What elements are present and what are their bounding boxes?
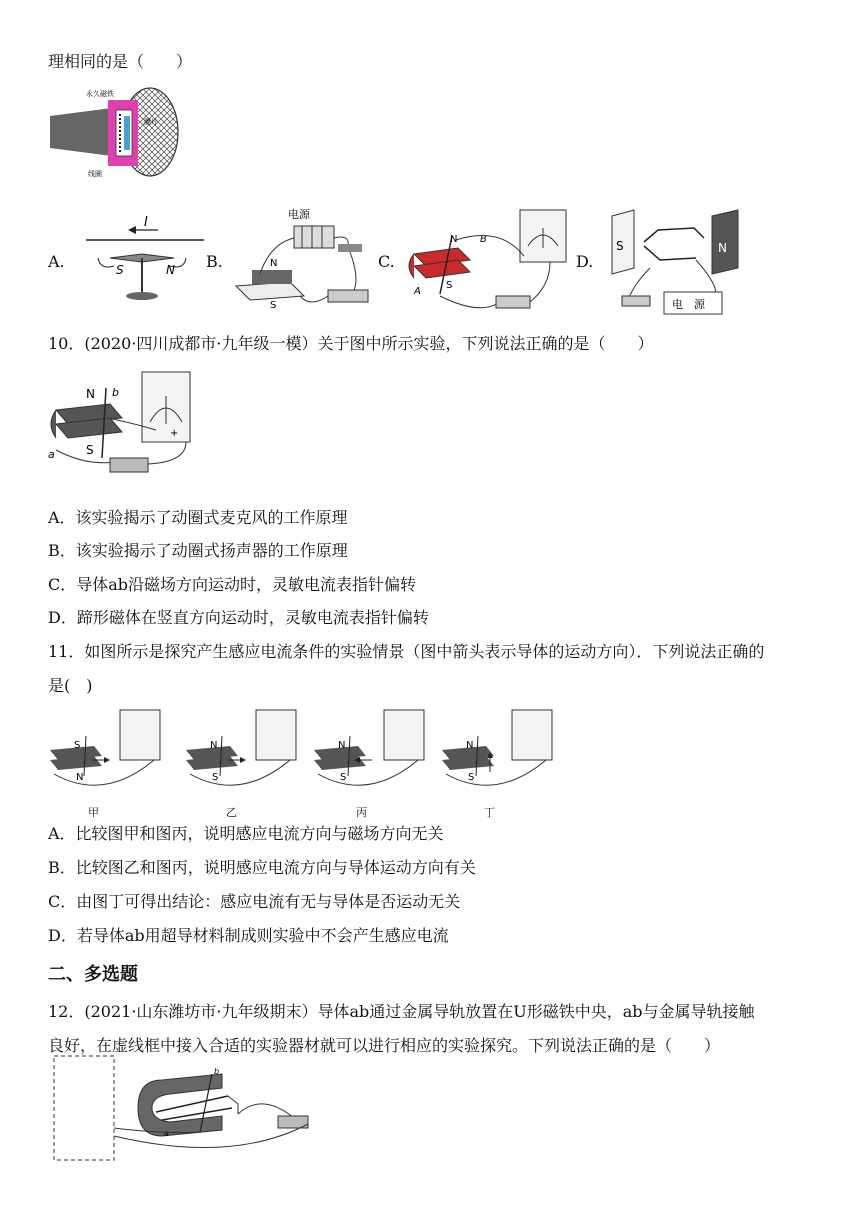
svg-text:S: S <box>212 772 219 783</box>
svg-text:S: S <box>468 772 475 783</box>
svg-text:N: N <box>270 258 278 269</box>
svg-text:N: N <box>210 740 218 751</box>
svg-text:b: b <box>214 1067 220 1076</box>
q11-figure-ding <box>442 710 552 785</box>
svg-text:a: a <box>164 1129 169 1138</box>
q10-figure <box>46 366 196 478</box>
speaker-figure <box>50 86 180 182</box>
q9-option-a-letter: A. <box>48 252 65 271</box>
svg-text:S: S <box>340 772 347 783</box>
caption-yi: 乙 <box>226 806 237 819</box>
svg-text:S: S <box>74 740 81 751</box>
q11-option-a: A．比较图甲和图丙，说明感应电流方向与磁场方向无关 <box>48 824 444 843</box>
svg-text:B: B <box>480 234 487 245</box>
svg-text:N: N <box>718 241 727 255</box>
svg-text:S: S <box>446 280 453 291</box>
q11-figure-yi <box>186 710 296 785</box>
q9-stem-tail: 理相同的是（ ） <box>48 52 193 71</box>
option-a-figure <box>80 214 206 304</box>
svg-text:N: N <box>466 740 474 751</box>
permanent-magnet-label: 永久磁铁 <box>86 90 114 98</box>
q11-figure-jia <box>50 710 160 785</box>
q11-figures <box>44 702 564 818</box>
svg-text:N: N <box>76 772 84 783</box>
svg-text:S: S <box>270 300 277 311</box>
diaphragm-label: 膜片 <box>144 118 158 126</box>
svg-text:S: S <box>86 443 94 457</box>
svg-text:b: b <box>112 386 119 399</box>
coil-label: 线圈 <box>88 170 102 178</box>
option-b-figure <box>230 204 380 316</box>
q11-stem-line1: 11．如图所示是探究产生感应电流条件的实验情景（图中箭头表示导体的运动方向）．下列说法正确的 <box>48 642 765 661</box>
q10-option-d: D．蹄形磁体在竖直方向运动时，灵敏电流表指针偏转 <box>48 608 429 627</box>
svg-text:a: a <box>48 448 55 461</box>
dashed-box <box>54 1056 114 1160</box>
q10-option-b: B．该实验揭示了动圈式扬声器的工作原理 <box>48 541 348 560</box>
svg-text:N: N <box>166 263 175 277</box>
q11-stem-line2: 是( ) <box>48 676 93 695</box>
caption-ding: 丁 <box>484 806 495 819</box>
q12-stem-line2: 良好，在虚线框中接入合适的实验器材就可以进行相应的实验探究。下列说法正确的是（ ） <box>48 1036 721 1055</box>
svg-text:N: N <box>450 234 458 245</box>
svg-text:A: A <box>414 286 421 297</box>
option-d-figure <box>604 208 752 318</box>
svg-text:N: N <box>86 387 95 401</box>
q9-option-b-letter: B. <box>206 252 223 271</box>
caption-bing: 丙 <box>356 806 367 819</box>
svg-text:S: S <box>616 239 624 253</box>
svg-text:+: + <box>170 428 179 439</box>
caption-jia: 甲 <box>88 806 99 819</box>
section-title: 二、多选题 <box>48 964 138 985</box>
q11-figure-bing <box>314 710 424 785</box>
q10-option-c: C．导体ab沿磁场方向运动时，灵敏电流表指针偏转 <box>48 575 417 594</box>
option-d-power-label: 电 源 <box>672 298 705 311</box>
q9-option-c-letter: C. <box>378 252 395 271</box>
q9-option-d-letter: D. <box>576 252 594 271</box>
q12-figure <box>52 1052 322 1164</box>
q10-stem: 10．(2020·四川成都市·九年级一模）关于图中所示实验，下列说法正确的是（ ） <box>48 334 654 353</box>
option-c-figure <box>400 206 570 318</box>
q11-option-c: C．由图丁可得出结论：感应电流有无与导体是否运动无关 <box>48 892 461 911</box>
svg-text:S: S <box>116 263 124 277</box>
svg-text:I: I <box>144 215 148 230</box>
q12-stem-line1: 12．(2021·山东潍坊市·九年级期末）导体ab通过金属导轨放置在U形磁铁中央，ab与金属导轨接触 <box>48 1002 755 1021</box>
svg-text:N: N <box>338 740 346 751</box>
q11-option-b: B．比较图乙和图丙，说明感应电流方向与导体运动方向有关 <box>48 858 476 877</box>
option-b-power-label: 电源 <box>288 208 310 221</box>
q10-option-a: A．该实验揭示了动圈式麦克风的工作原理 <box>48 508 348 527</box>
q11-option-d: D．若导体ab用超导材料制成则实验中不会产生感应电流 <box>48 926 449 945</box>
